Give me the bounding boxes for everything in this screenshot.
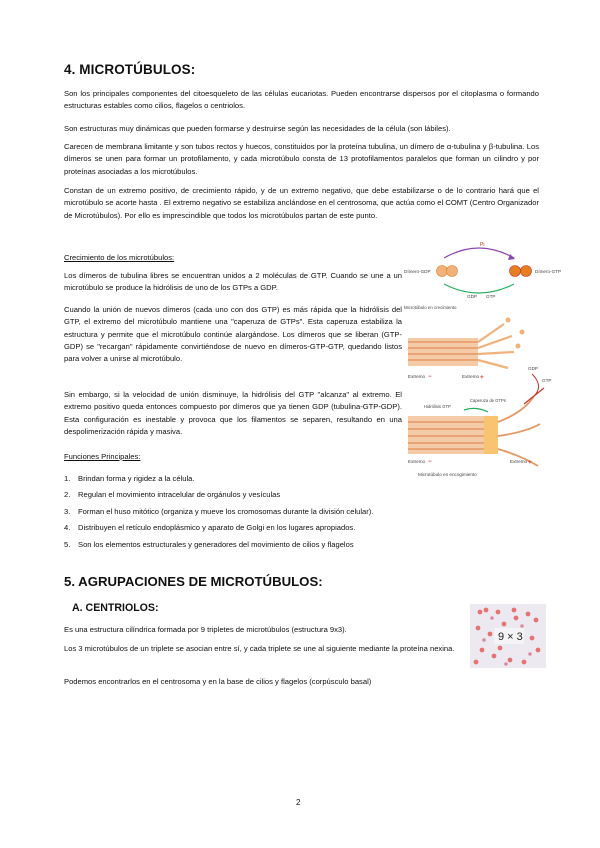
free-dimer (520, 330, 525, 335)
growth-heading: Crecimiento de los microtúbulos: (64, 253, 175, 262)
plus-end-label: Extremo (462, 374, 480, 379)
minus-end-label: Extremo (408, 374, 426, 379)
peeling-protofilaments (498, 396, 540, 466)
plus-sign: + (528, 459, 532, 466)
free-dimer (506, 318, 511, 323)
shrinking-caption: Microtúbulo en encogimiento (418, 472, 477, 477)
centrioles-subtitle: A. CENTRIOLOS: (72, 602, 159, 614)
minus-sign: − (428, 459, 432, 465)
functions-heading: Funciones Principales: (64, 452, 141, 461)
hydrolysis-label: Hidrólisis GTP (424, 404, 451, 409)
gtp-right-label: GTP (542, 378, 552, 383)
paragraph-centriole-location: Podemos encontrarlos en el centrosoma y en la base de cilios y flagelos (corpúsculo basal) (64, 677, 372, 686)
pi-label: Pi (480, 242, 485, 248)
cap-arrow (464, 408, 488, 412)
dimer-gtp-left (510, 266, 521, 277)
paragraph-intro: Son los principales componentes del citoesqueleto de las células eucariotas. Pueden encontrarse dispersos por el citoplasma o formando estructuras estables como cilios, flagelos o centriolos. (64, 89, 539, 111)
splayed-ends (478, 324, 514, 368)
triplet-label: 9 × 3 (498, 631, 523, 643)
section-5-title: 5. AGRUPACIONES DE MICROTÚBULOS: (64, 574, 323, 589)
shrink-minus-label: Extremo (408, 459, 426, 464)
paragraph-ends: Constan de un extremo positivo, de crecimiento rápido, y de un extremo negativo, que debe estabilizarse o de lo contrario hará que el microtúbulo se acorte hasta . El extremo negativo se estabiliza anclándose en el centrosoma, que actúa como el COMT (Centro Organizador de Microtúbulos). Por ello es imprescindible que todos los microtúbulos partan de este punto. (64, 186, 539, 220)
list-item: 3. Forman el huso mitótico (organiza y mueve los cromosomas durante la división celular). (64, 506, 374, 516)
gtp-label: GTP (486, 294, 496, 299)
plus-sign: + (480, 374, 484, 381)
gdp-right-label: GDP (528, 366, 538, 371)
shrink-plus-label: Extremo (510, 459, 528, 464)
paragraph-centriole-structure: Es una estructura cilíndrica formada por 9 tripletes de microtúbulos (estructura 9x3). (64, 625, 347, 634)
dimer-gdp-label: Dímero-GDP (404, 269, 431, 274)
dimer-gdp-right (447, 266, 458, 277)
cycle-arrow-bottom (444, 284, 514, 293)
release-arrow (524, 388, 544, 404)
list-item: 2. Regulan el movimiento intracelular de orgánulos y vesículas (64, 490, 281, 500)
list-item: 1. Brindan forma y rigidez a la célula. (64, 474, 195, 483)
list-item: 4. Distribuyen el retículo endoplásmico y aparato de Golgi en los lugares apropiados. (64, 523, 356, 533)
dimer-gtp-label: Dímero-GTP (535, 269, 562, 274)
minus-sign: − (428, 374, 432, 380)
paragraph-structure: Carecen de membrana limitante y son tubos rectos y huecos, constituidos por la proteína tubulina, un dímero de α-tubulina y β-tubulina. Los dímeros se unen para formar un protofilamento, y cada microtúbulo consta de 13 protofilamentos paralelos que forman un cilindro y por proteínas asociadas a los microtúbulos. (64, 142, 539, 176)
growing-microtubule (408, 318, 525, 369)
paragraph-growth-3: Sin embargo, si la velocidad de unión disminuye, la hidrólisis del GTP "alcanza" al extremo. El extremo positivo queda entonces compuesto por dímeros que ya tienen GDP (tubulina-GTP-GDP). Esta configuración es inestable y provoca que los filamentos se separen, resultando en una despolimerización rápida y masiva. (64, 390, 402, 436)
paragraph-growth-1: Los dímeros de tubulina libres se encuentran unidos a 2 moléculas de GTP. Cuando se une a un microtúbulo se produce la hidrólisis de uno de los GTPs a GDP. (64, 271, 402, 293)
gdp-label: GDP (467, 294, 477, 299)
section-4-title: 4. MICROTÚBULOS: (64, 62, 196, 77)
microtubule-growth-figure (404, 236, 562, 486)
centriole-figure (470, 604, 546, 668)
gtp-cap-label: Caperuza de GTPs (470, 398, 506, 403)
gtp-cap-zone (484, 416, 498, 454)
list-item: 5. Son los elementos estructurales y generadores del movimiento de cilios y flagelos (64, 539, 354, 549)
paragraph-centriole-triplets: Los 3 microtúbulos de un triplete se asocian entre sí, y cada triplete se une al siguiente mediante la proteína nexina. (64, 644, 455, 653)
dimer-gdp-left (437, 266, 448, 277)
page-number: 2 (296, 798, 301, 807)
cycle-arrow-top (444, 248, 514, 258)
paragraph-dynamic: Son estructuras muy dinámicas que pueden formarse y destruirse según las necesidades de la célula (son lábiles). (64, 124, 451, 133)
free-dimer (516, 344, 521, 349)
dimer-gtp-right (521, 266, 532, 277)
growing-caption: Microtúbulo en crecimiento (404, 305, 457, 310)
paragraph-growth-2: Cuando la unión de nuevos dímeros (cada uno con dos GTP) es más rápida que la hidrólisis del GTP, el extremo del microtúbulo mantiene una "caperuza de GTPs". Esta caperuza estabiliza la estructura y permite que el microtúbulo continúe alargándose. Los dímeros que se liberan (GTP-GDP) se "recargan" rápidamente convirtiéndose de nuevo en dímeros-GTP-GTP, quedando listos para volver a unirse al microtúbulo. (64, 305, 402, 364)
